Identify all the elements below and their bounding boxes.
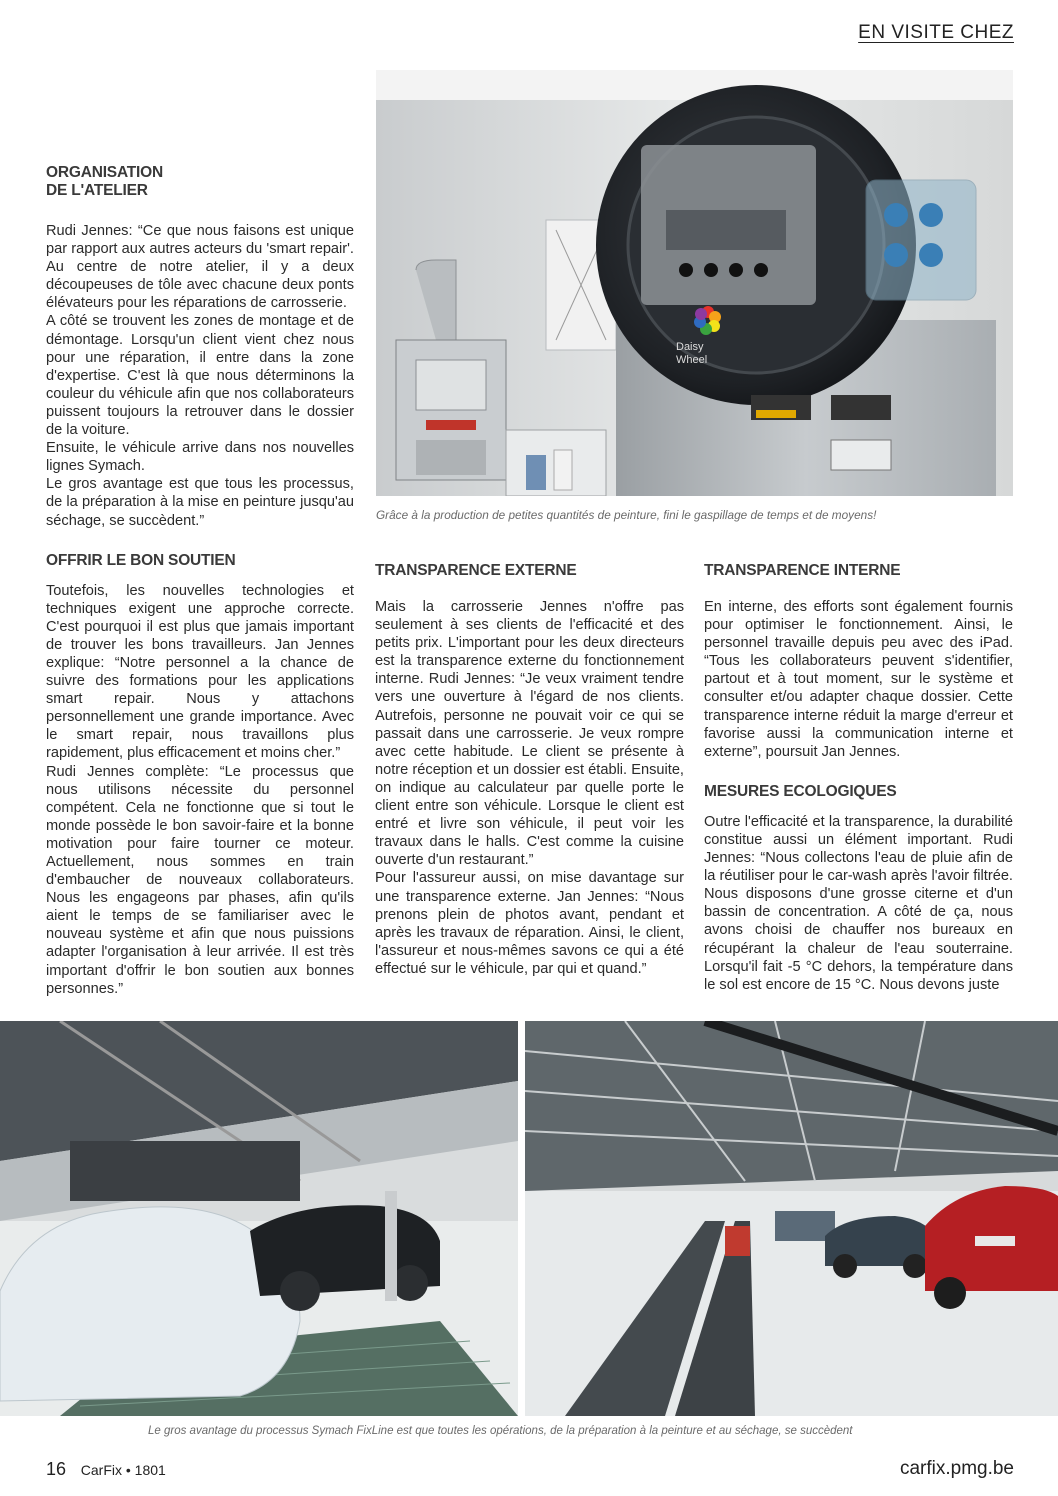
magazine-issue: CarFix • 1801: [80, 1462, 166, 1478]
section-tag: EN VISITE CHEZ: [858, 22, 1014, 43]
heading-organisation-line1: ORGANISATION: [46, 164, 164, 181]
photo-paint-machine: [376, 70, 1013, 496]
paragraph: Outre l'efficacité et la transparence, la durabilité constitue aussi un élément important. Rudi Jennes: “Nous collectons l'eau de pluie afin de la réutiliser pour le car-wash après l'avoir filtrée. Nous disposons d'une grosse citerne et d'un bassin de concentration. A côté de ça, nous avons choisi de chauffer nos bureaux en récupérant la chaleur de l'eau souterraine. Lorsqu'il fait -5 °C dehors, la température dans le sol est encore de 15 °C. Nous devons juste: [704, 813, 1013, 993]
photo-workshop-repair-lines: [525, 1021, 1058, 1416]
paragraph: Pour l'assureur aussi, on mise davantage sur une transparence externe. Jan Jennes: “Nous prenons plein de photos avant, pendant et après les travaux de réparation. Ainsi, le client, l'assureur et nous-mêmes savons ce qui a été effectué sur le véhicule, par qui et quand.”: [375, 870, 684, 977]
caption-bottom-photos: Le gros avantage du processus Symach FixLine est que toutes les opérations, de la préparation à la peinture et au séchage, se succèdent: [148, 1425, 853, 1437]
paint-machine-illustration: [376, 70, 1013, 496]
page-number: 16: [46, 1459, 67, 1479]
footer-url[interactable]: carfix.pmg.be: [899, 1458, 1014, 1479]
footer-left: [46, 1459, 166, 1480]
heading-offrir-soutien: OFFRIR LE BON SOUTIEN: [46, 551, 236, 569]
heading-organisation-line2: DE L'ATELIER: [46, 182, 148, 199]
paragraph: A côté se trouvent les zones de montage et de démontage. Lorsqu'un client vient chez nous pour une réparation, il entre dans la zone d'expertise. C'est là que nous déterminons la couleur du véhicule afin que nos collaborateurs puissent toujours la retrouver dans le dossier de la voiture.: [46, 313, 354, 439]
column-2: [375, 562, 684, 978]
column-3: [704, 562, 1013, 994]
paragraph: Ensuite, le véhicule arrive dans nos nouvelles lignes Symach.: [46, 440, 354, 475]
paragraph: Le gros avantage est que tous les processus, de la préparation à la mise en peinture jusqu'au séchage, se succèdent.”: [46, 476, 354, 529]
heading-organisation: [46, 164, 354, 200]
paragraph: En interne, des efforts sont également fournis pour optimiser le fonctionnement. Ainsi, le personnel travaille depuis peu avec des iPad. “Tous les collaborateurs peuvent s'identifier, partout et à tout moment, sur le système et consulter et/ou adapter chaque dossier. Cette transparence interne réduit la marge d'erreur et favorise aussi la communication interne et externe”, poursuit Jan Jennes.: [704, 599, 1013, 760]
paragraph: Rudi Jennes: “Ce que nous faisons est unique par rapport aux autres acteurs du 'smart repair'. Au centre de notre atelier, il y a deux découpeuses de tôle avec chacune deux ponts élévateurs pour les réparations de carrosserie.: [46, 223, 354, 312]
caption-top-photo: Grâce à la production de petites quantités de peinture, fini le gaspillage de temps et de moyens!: [376, 508, 877, 522]
paragraph: Mais la carrosserie Jennes n'offre pas seulement à ses clients de l'efficacité et des petits prix. L'important pour les deux directeurs est la transparence externe du fonctionnement interne. Rudi Jennes: “Je veux vraiment tendre vers une ouverture à l'égard de nos clients. Autrefois, personne ne pouvait voir ce qui se passait dans une carrosserie. Je veux rompre avec cette habitude. Le client se présente à notre réception et un dossier est établi. Ensuite, on indique au calculateur par quelle porte le client entre son véhicule. Lorsque le client est entré et livre son véhicule, il peut voir les travaux dans le halls. C'est comme la cuisine ouverte d'un restaurant.”: [375, 599, 684, 869]
heading-transparence-interne: TRANSPARENCE INTERNE: [704, 562, 901, 579]
photo-workshop-covered-car: [0, 1021, 518, 1416]
paragraph: Rudi Jennes complète: “Le processus que nous utilisons nécessite du personnel compétent. Cela ne fonctionne que si tout le monde possède le bon savoir-faire et la bonne motivation pour faire tourner ce moteur. Actuellement, nous sommes en train d'embaucher de nouveaux collaborateurs. Nous les engageons par phases, afin qu'ils aient le temps de se familiariser avec le nouveau système et afin que nous puissions adapter l'organisation à leur arrivée. Il est très important d'offrir le bon soutien aux bonnes personnes.”: [46, 763, 354, 997]
paragraph: Toutefois, les nouvelles technologies et techniques exigent une approche correcte. C'est pourquoi il est plus que jamais important de trouver les bons travailleurs. Jan Jennes explique: “Notre personnel a la chance de suivre des formations pour les applications smart repair. Nous y attachons personnellement une grande importance. Avec le smart repair, nous travaillons plus rapidement, plus efficacement et moins cher.”: [46, 582, 354, 762]
workshop-right-illustration: [525, 1021, 1058, 1416]
workshop-left-illustration: [0, 1021, 518, 1416]
heading-transparence-externe: TRANSPARENCE EXTERNE: [375, 562, 577, 579]
heading-mesures-ecologiques: MESURES ECOLOGIQUES: [704, 782, 897, 800]
column-1: [46, 164, 354, 998]
machine-label-1: Daisy: [676, 341, 704, 353]
machine-label-2: Wheel: [676, 354, 708, 366]
